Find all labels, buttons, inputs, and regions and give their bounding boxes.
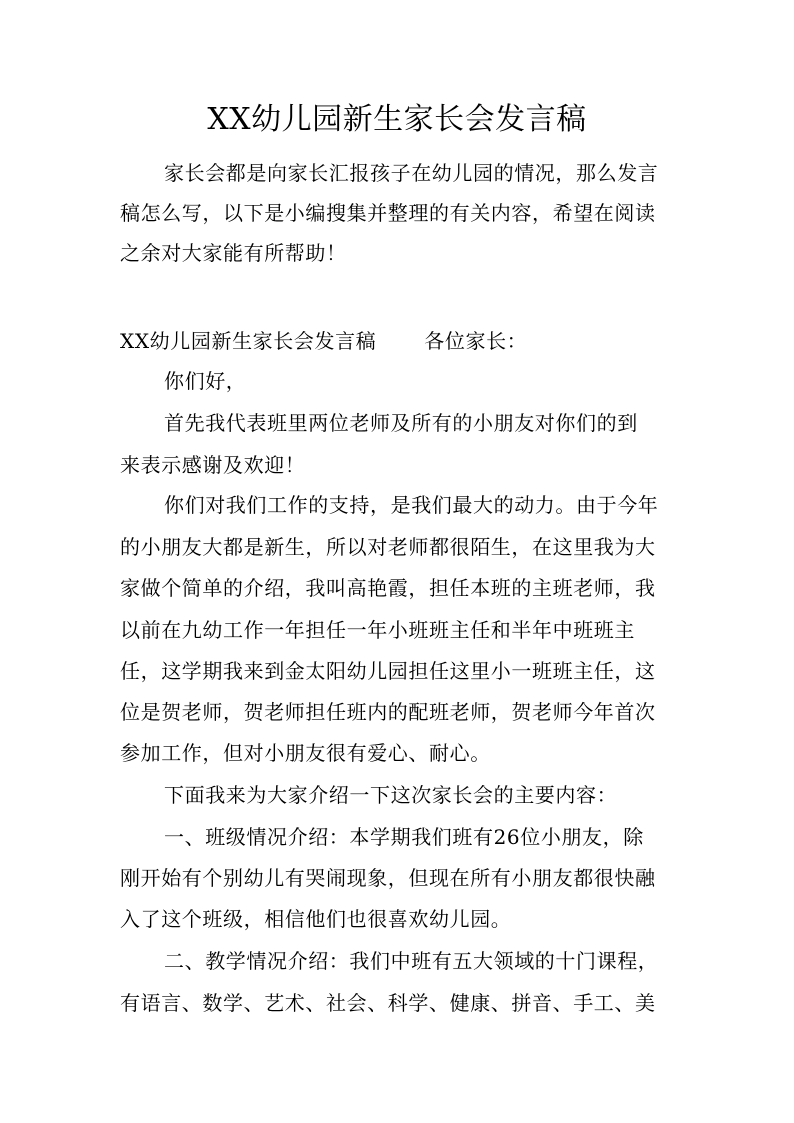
paragraph-line: 二、教学情况介绍：我们中班有五大领域的十门课程， bbox=[164, 949, 659, 973]
salutation: 各位家长： bbox=[424, 329, 528, 353]
document-title: XX幼儿园新生家长会发言稿 bbox=[207, 102, 587, 137]
speech-heading bbox=[120, 326, 680, 356]
paragraph-line: 一、班级情况介绍：本学期我们班有26位小朋友，除 bbox=[164, 825, 644, 849]
paragraph-line: 下面我来为大家介绍一下这次家长会的主要内容： bbox=[164, 783, 618, 807]
paragraph-line: 有语言、数学、艺术、社会、科学、健康、拼音、手工、美 bbox=[120, 991, 656, 1015]
paragraph-line: 参加工作，但对小朋友很有爱心、耐心。 bbox=[120, 741, 491, 765]
paragraph-line: 位是贺老师，贺老师担任班内的配班老师，贺老师今年首次 bbox=[120, 700, 656, 724]
paragraph-line: 以前在九幼工作一年担任一年小班班主任和半年中班班主 bbox=[120, 618, 635, 642]
paragraph-line: 来表示感谢及欢迎！ bbox=[120, 453, 306, 477]
paragraph-line: 首先我代表班里两位老师及所有的小朋友对你们的到 bbox=[164, 411, 638, 435]
paragraph-line: 入了这个班级，相信他们也很喜欢幼儿园。 bbox=[120, 907, 512, 931]
paragraph-line: 的小朋友大都是新生，所以对老师都很陌生，在这里我为大 bbox=[120, 535, 656, 559]
intro-line: 稿怎么写，以下是小编搜集并整理的有关内容，希望在阅读 bbox=[120, 201, 656, 225]
paragraph-line: 家做个简单的介绍，我叫高艳霞，担任本班的主班老师，我 bbox=[120, 576, 656, 600]
paragraph-line: 你们对我们工作的支持，是我们最大的动力。由于今年 bbox=[164, 493, 659, 517]
paragraph-line: 任，这学期我来到金太阳幼儿园担任这里小一班班主任，这 bbox=[120, 659, 656, 683]
paragraph-line: 你们好， bbox=[164, 369, 247, 393]
speech-heading-name: XX幼儿园新生家长会发言稿 bbox=[120, 329, 377, 353]
paragraph-line: 刚开始有个别幼儿有哭闹现象，但现在所有小朋友都很快融 bbox=[120, 866, 656, 890]
intro-line: 之余对大家能有所帮助！ bbox=[120, 241, 347, 265]
intro-line: 家长会都是向家长汇报孩子在幼儿园的情况，那么发言 bbox=[164, 161, 659, 185]
